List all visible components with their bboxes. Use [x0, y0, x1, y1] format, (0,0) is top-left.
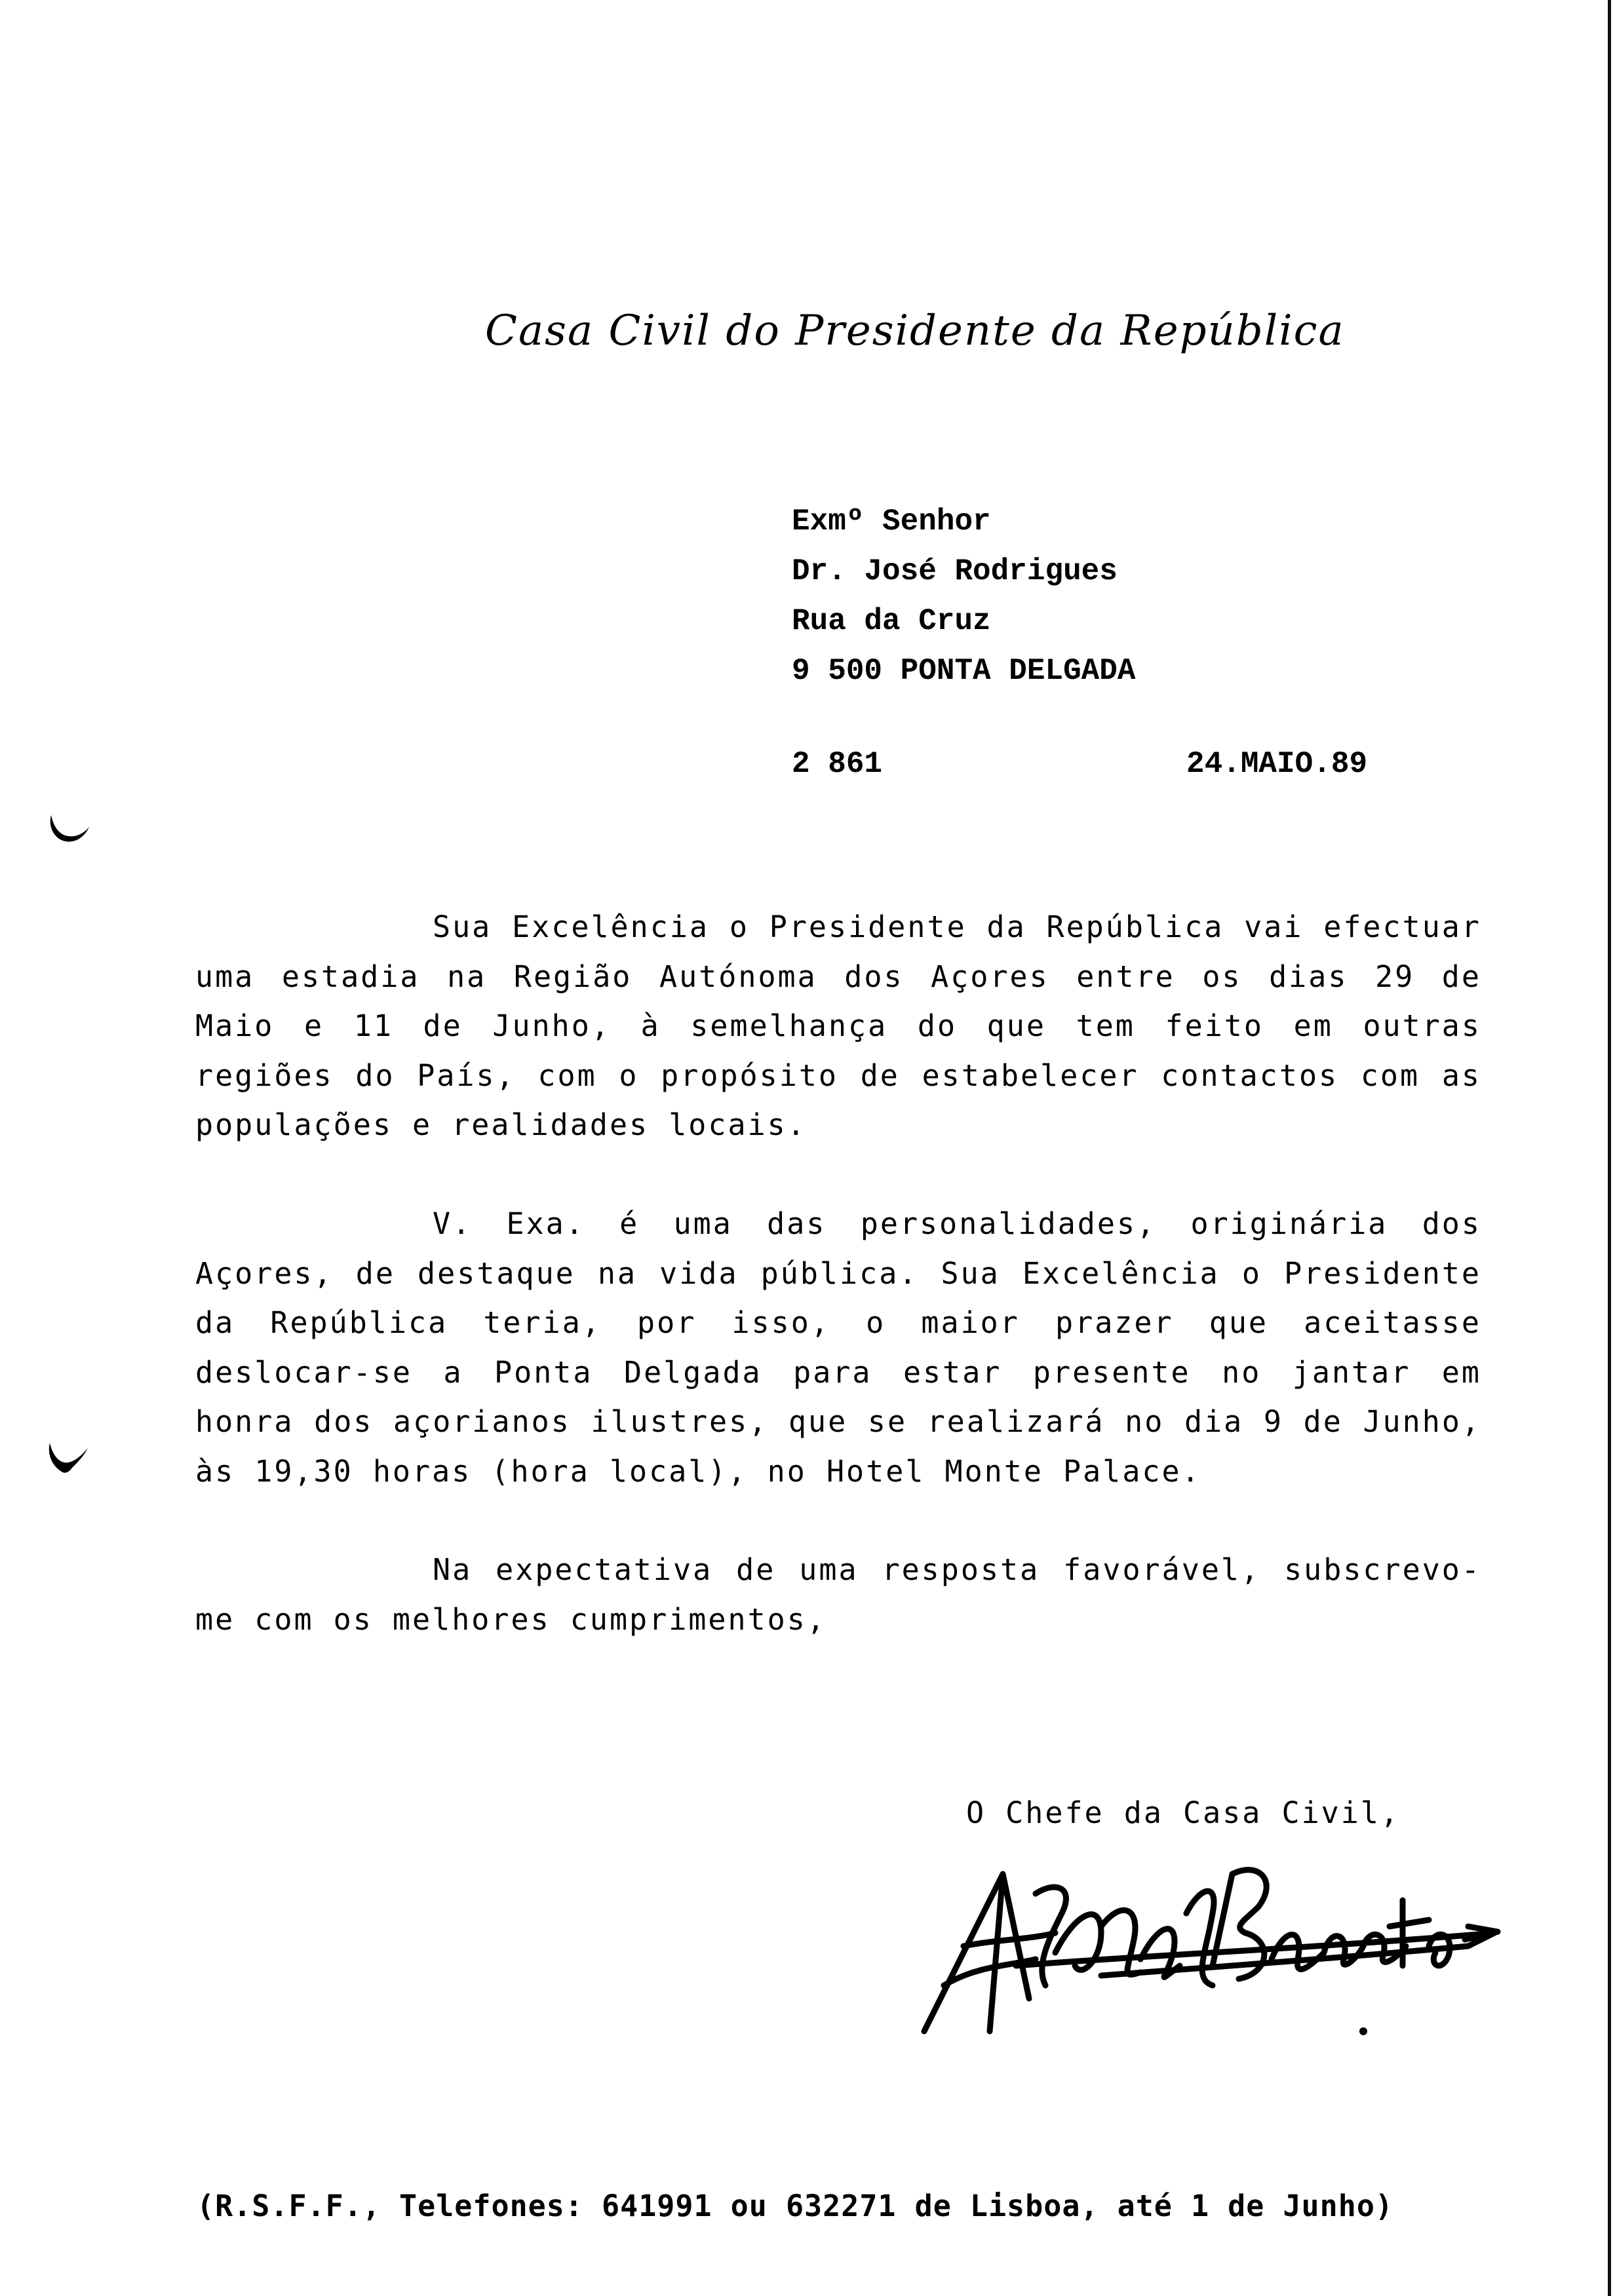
footer-note: (R.S.F.F., Telefones: 641991 ou 632271 de Lisboa, até 1 de Junho)	[197, 2189, 1393, 2223]
paragraph-3-text: Na expectativa de uma resposta favorável, subscrevo-me com os melhores cumprimentos,	[195, 1552, 1481, 1637]
paragraph-3	[195, 1545, 1481, 1644]
reference-date: 24.MAIO.89	[1186, 747, 1368, 781]
closing-line: O Chefe da Casa Civil,	[966, 1795, 1401, 1830]
recipient-street: Rua da Cruz	[792, 604, 991, 638]
margin-tick-mark-icon	[46, 810, 92, 849]
paragraph-1-text: Sua Excelência o Presidente da República vai efectuar uma estadia na Região Autónoma dos Açores entre os dias 29 de Maio e 11 de Junho, à semelhança do que tem feito em outras regiões do País, com o propósito de estabelecer contactos com as populações e realidades locais.	[195, 909, 1481, 1142]
letterhead: Casa Civil do Presidente da República	[485, 307, 1345, 355]
margin-tick-mark-icon	[46, 1439, 92, 1478]
paragraph-2	[195, 1199, 1481, 1496]
reference-number: 2 861	[792, 747, 883, 781]
recipient-name: Dr. José Rodrigues	[792, 554, 1118, 588]
paragraph-1	[195, 902, 1481, 1150]
paragraph-2-text: V. Exa. é uma das personalidades, originária dos Açores, de destaque na vida pública. Sua Excelência o Presidente da República teria, por isso, o maior prazer que aceitasse deslocar-se a Ponta Delgada para estar presente no jantar em honra dos açorianos ilustres, que se realizará no dia 9 de Junho, às 19,30 horas (hora local), no Hotel Monte Palace.	[195, 1206, 1481, 1489]
recipient-city: 9 500 PONTA DELGADA	[792, 654, 1136, 688]
recipient-salutation: Exmº Senhor	[792, 505, 991, 539]
page-edge-line	[1608, 0, 1611, 2296]
handwritten-signature	[905, 1835, 1508, 2051]
recipient-address	[792, 497, 1136, 696]
